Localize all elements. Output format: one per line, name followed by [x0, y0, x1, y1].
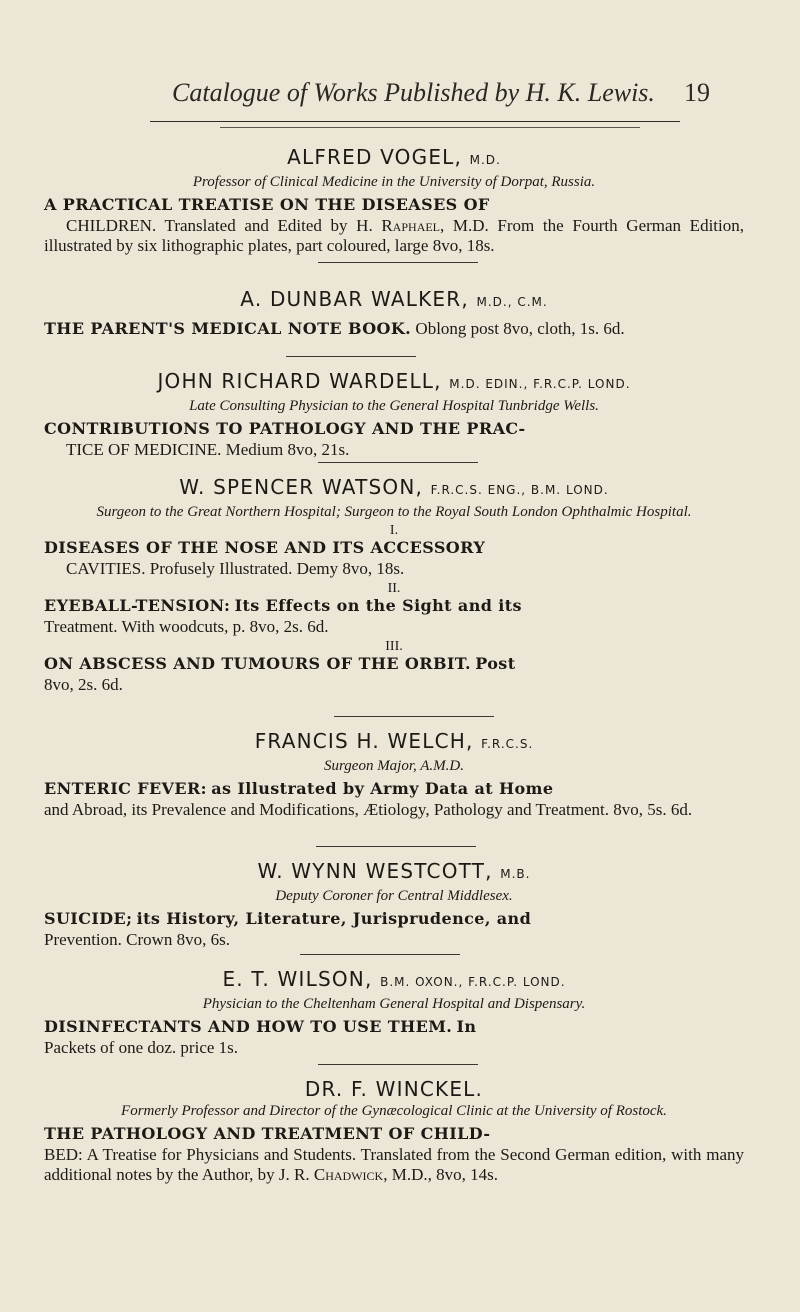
divider — [318, 1064, 478, 1065]
book-entry: ENTERIC FEVER: as Illustrated by Army Data at Home and Abroad, its Prevalence and Modifications, Ætiology, Pathology and Treatment. 8vo, 5s. 6d. — [44, 779, 693, 819]
author-name: E. T. WILSON, B.M. OXON., F.R.C.P. LOND. — [222, 967, 566, 991]
divider — [286, 356, 416, 357]
work-number: II. — [387, 581, 401, 596]
book-title: EYEBALL-TENSION: — [44, 596, 231, 615]
book-entry: DISINFECTANTS AND HOW TO USE THEM. In Packets of one doz. price 1s. — [44, 1017, 477, 1057]
entry-westcott — [44, 860, 744, 950]
divider — [316, 846, 476, 847]
entry-wilson — [44, 968, 744, 1058]
header-title: Catalogue of Works Published by H. K. Lewis. — [172, 78, 655, 107]
divider — [334, 716, 494, 717]
divider — [318, 462, 478, 463]
book-entry: DISEASES OF THE NOSE AND ITS ACCESSORY CAVITIES. Profusely Illustrated. Demy 8vo, 18s. — [44, 538, 486, 578]
author-position: Deputy Coroner for Central Middlesex. — [275, 888, 513, 904]
author-name: DR. F. WINCKEL. — [304, 1077, 484, 1101]
work-number: III. — [385, 639, 403, 654]
book-entry: ON ABSCESS AND TUMOURS OF THE ORBIT. Post 8vo, 2s. 6d. — [44, 654, 516, 694]
header-rule-thin — [220, 127, 640, 128]
author-position: Surgeon Major, A.M.D. — [324, 758, 464, 774]
divider — [318, 262, 478, 263]
header-rule — [150, 121, 680, 122]
book-entry: CONTRIBUTIONS TO PATHOLOGY AND THE PRAC- TICE OF MEDICINE. Medium 8vo, 21s. — [44, 419, 526, 459]
entry-walker — [44, 288, 744, 340]
author-position: Physician to the Cheltenham General Hospital and Dispensary. — [202, 996, 586, 1012]
author-name: JOHN RICHARD WARDELL, M.D. EDIN., F.R.C.P. LOND. — [157, 369, 631, 393]
book-entry: THE PARENT'S MEDICAL NOTE BOOK. Oblong post 8vo, cloth, 1s. 6d. — [44, 319, 625, 338]
divider — [300, 954, 460, 955]
book-entry: THE PATHOLOGY AND TREATMENT OF CHILD- BED: A Treatise for Physicians and Students. Translated from the Second German edition, with many additional notes by the Author, by J. R. Chadwick, M.D., 8vo, 14s. — [44, 1124, 744, 1184]
work-number: I. — [389, 523, 399, 538]
book-title: ENTERIC FEVER: — [44, 779, 207, 798]
author-position: Late Consulting Physician to the General Hospital Tunbridge Wells. — [189, 398, 599, 414]
entry-vogel — [44, 146, 744, 257]
book-title: A PRACTICAL TREATISE ON THE DISEASES OF — [44, 195, 490, 214]
entry-winckel — [44, 1078, 744, 1186]
author-name: ALFRED VOGEL, M.D. — [287, 145, 501, 169]
author-name: W. WYNN WESTCOTT, M.B. — [257, 859, 531, 883]
author-name: W. SPENCER WATSON, F.R.C.S. ENG., B.M. LOND. — [179, 475, 609, 499]
entry-watson — [44, 476, 744, 695]
book-title: SUICIDE; — [44, 909, 133, 928]
author-name: A. DUNBAR WALKER, M.D., C.M. — [240, 287, 548, 311]
book-entry: A PRACTICAL TREATISE ON THE DISEASES OF CHILDREN. Translated and Edited by H. Raphael, M.D. From the Fourth German Edition, illustrated by six lithographic plates, part coloured, large 8vo, 18s. — [44, 195, 744, 255]
book-title: DISINFECTANTS AND HOW TO USE THEM. — [44, 1017, 453, 1036]
entry-welch — [44, 730, 744, 820]
page-number: 19 — [684, 78, 710, 107]
author-position: Formerly Professor and Director of the Gynæcological Clinic at the University of Rostock. — [121, 1103, 667, 1119]
author-position: Surgeon to the Great Northern Hospital; Surgeon to the Royal South London Ophthalmic Hospital. — [96, 504, 692, 520]
book-title: THE PATHOLOGY AND TREATMENT OF CHILD- — [44, 1124, 491, 1143]
book-title: CONTRIBUTIONS TO PATHOLOGY AND THE PRAC- — [44, 419, 526, 438]
book-entry: SUICIDE; its History, Literature, Jurisprudence, and Prevention. Crown 8vo, 6s. — [44, 909, 532, 949]
book-title: DISEASES OF THE NOSE AND ITS ACCESSORY — [44, 538, 486, 557]
author-name: FRANCIS H. WELCH, F.R.C.S. — [254, 729, 534, 753]
book-entry: EYEBALL-TENSION: Its Effects on the Sight and its Treatment. With woodcuts, p. 8vo, 2s. 6d. — [44, 596, 522, 636]
running-header — [172, 78, 710, 118]
entry-wardell — [44, 370, 744, 460]
author-position: Professor of Clinical Medicine in the University of Dorpat, Russia. — [192, 174, 596, 190]
book-title: ON ABSCESS AND TUMOURS OF THE ORBIT. — [44, 654, 471, 673]
book-title: THE PARENT'S MEDICAL NOTE BOOK. — [44, 319, 412, 338]
